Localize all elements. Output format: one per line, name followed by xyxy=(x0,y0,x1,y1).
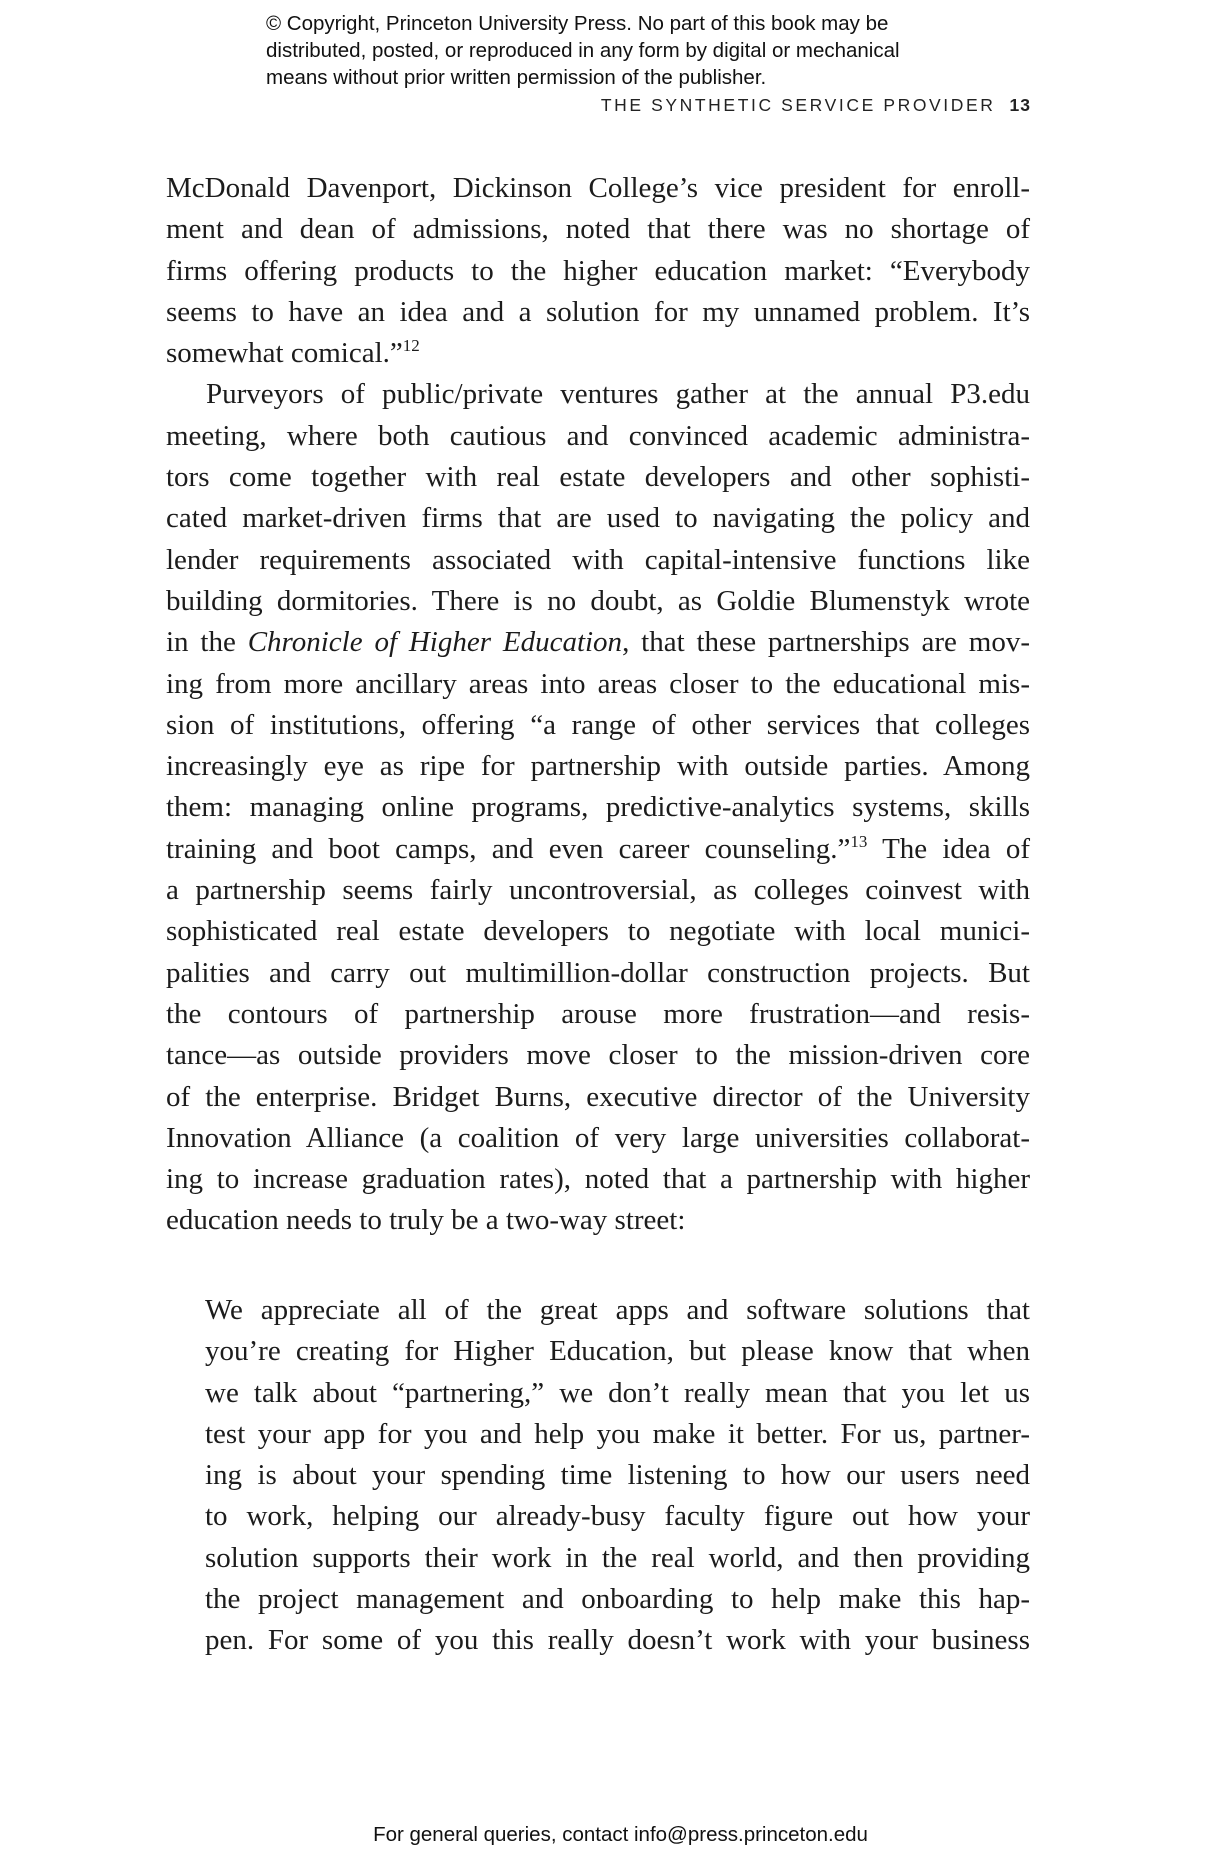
text-line: seems to have an idea and a solution for my unnamed problem. It’s xyxy=(166,295,1030,328)
quote-line: solution supports their work in the real world, and then providing xyxy=(205,1541,1030,1574)
text-line: lender requirements associated with capital-intensive functions like xyxy=(166,543,1030,576)
quote-line: the project management and onboarding to help make this hap- xyxy=(205,1583,1030,1616)
text-line: McDonald Davenport, Dickinson College’s vice president for enroll- xyxy=(166,172,1030,204)
text-line: sophisticated real estate developers to negotiate with local munici- xyxy=(166,915,1030,948)
text-line: palities and carry out multimillion-dollar construction projects. But xyxy=(166,956,1030,989)
text-line: Purveyors of public/private ventures gather at the annual P3.edu xyxy=(206,378,1030,411)
quote-line: pen. For some of you this really doesn’t work with your business xyxy=(205,1624,1030,1657)
text-line: cated market-driven firms that are used to navigating the policy and xyxy=(166,502,1030,535)
publication-title: Chronicle of Higher Education xyxy=(247,626,623,659)
quote-line: ing is about your spending time listening to how our users need xyxy=(205,1459,1030,1492)
text-line: building dormitories. There is no doubt, as Goldie Blumenstyk wrote xyxy=(166,584,1030,617)
quote-line: We appreciate all of the great apps and software solutions that xyxy=(205,1294,1030,1326)
text-fragment: in the xyxy=(166,626,248,659)
text-line xyxy=(166,622,1030,663)
quote-line: test your app for you and help you make it better. For us, partner- xyxy=(205,1417,1030,1450)
text-line: tance—as outside providers move closer to the mission-driven core xyxy=(166,1039,1030,1072)
page-number: 13 xyxy=(1009,95,1031,115)
text-line xyxy=(166,333,1030,374)
footer-text: For general queries, contact info@press.princeton.edu xyxy=(373,1823,868,1846)
text-line: a partnership seems fairly uncontroversial, as colleges coinvest with xyxy=(166,874,1030,907)
footnote-ref: 13 xyxy=(850,831,868,851)
text-line: them: managing online programs, predictive-analytics systems, skills xyxy=(166,791,1030,824)
text-line: tors come together with real estate developers and other sophisti- xyxy=(166,461,1030,494)
quote-line: you’re creating for Higher Education, but please know that when xyxy=(205,1335,1030,1368)
footnote-ref: 12 xyxy=(402,336,420,356)
text-fragment: , that these partnerships are mov- xyxy=(622,626,1030,659)
text-line: education needs to truly be a two-way street: xyxy=(166,1204,686,1237)
text-line: Innovation Alliance (a coalition of very large universities collaborat- xyxy=(166,1121,1030,1154)
text-fragment: The idea of xyxy=(867,832,1030,865)
text-line: firms offering products to the higher education market: “Everybody xyxy=(166,254,1030,287)
text-line: ing to increase graduation rates), noted that a partnership with higher xyxy=(166,1163,1030,1196)
copyright-line: © Copyright, Princeton University Press. No part of this book may be xyxy=(266,12,889,35)
quote-line: to work, helping our already-busy faculty figure out how your xyxy=(205,1500,1030,1533)
copyright-line: means without prior written permission of the publisher. xyxy=(266,66,767,89)
copyright-line: distributed, posted, or reproduced in any form by digital or mechanical xyxy=(266,39,900,62)
block-quote xyxy=(205,1290,1030,1662)
footer-contact xyxy=(0,1823,1225,1847)
body-text xyxy=(166,168,1030,1242)
quote-line: we talk about “partnering,” we don’t really mean that you let us xyxy=(205,1376,1030,1409)
text-line: the contours of partnership arouse more frustration—and resis- xyxy=(166,997,1030,1030)
text-line: of the enterprise. Bridget Burns, executive director of the University xyxy=(166,1080,1030,1113)
text-line: meeting, where both cautious and convinced academic administra- xyxy=(166,419,1030,452)
text-line xyxy=(166,829,1030,870)
text-fragment: training and boot camps, and even career counseling.” xyxy=(166,832,851,865)
running-head-title: THE SYNTHETIC SERVICE PROVIDER xyxy=(600,95,996,115)
text-line: ment and dean of admissions, noted that there was no shortage of xyxy=(166,213,1030,246)
text-line: ing from more ancillary areas into areas closer to the educational mis- xyxy=(166,667,1030,700)
running-head xyxy=(601,95,1031,116)
copyright-notice xyxy=(266,10,1026,91)
text-fragment: somewhat comical.” xyxy=(166,337,403,370)
text-line: increasingly eye as ripe for partnership with outside parties. Among xyxy=(166,750,1030,783)
text-line: sion of institutions, offering “a range of other services that colleges xyxy=(166,708,1030,741)
